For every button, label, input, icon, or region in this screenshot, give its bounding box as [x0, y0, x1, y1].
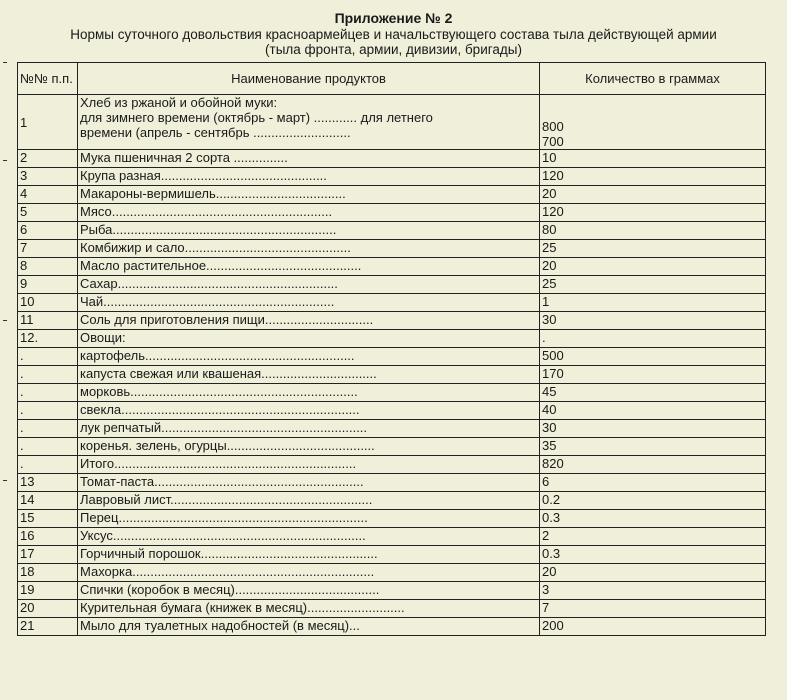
row-number: 2 — [18, 150, 78, 168]
product-name-line: времени (апрель - сентябрь ........................... — [80, 125, 351, 140]
table-row — [18, 348, 766, 366]
row-quantity: 1 — [540, 294, 766, 312]
row-number: . — [18, 348, 78, 366]
table-row — [18, 402, 766, 420]
row-product-name: коренья. зелень, огурцы......................................... — [78, 438, 540, 456]
row-product-name: Спички (коробок в месяц)........................................ — [78, 582, 540, 600]
table-row — [18, 168, 766, 186]
norms-subtitle-note: (тыла фронта, армии, дивизии, бригады) — [265, 42, 522, 57]
row-quantity: 80 — [540, 222, 766, 240]
product-name-line: Хлеб из ржаной и обойной муки: — [80, 95, 278, 110]
row-quantity: 120 — [540, 168, 766, 186]
row-product-name: Итого................................................................... — [78, 456, 540, 474]
row-number: 4 — [18, 186, 78, 204]
row-number: 11 — [18, 312, 78, 330]
margin-mark — [3, 480, 7, 481]
row-quantity: 120 — [540, 204, 766, 222]
row-product-name: Лавровый лист........................................................ — [78, 492, 540, 510]
norms-subtitle: Нормы суточного довольствия красноармейцев и начальствующего состава тыла действующей армии — [70, 27, 717, 42]
row-number: 3 — [18, 168, 78, 186]
row-number: 13 — [18, 474, 78, 492]
row-quantity: 0.2 — [540, 492, 766, 510]
table-header-row — [18, 63, 766, 95]
rations-table — [17, 62, 766, 636]
row-quantity — [540, 95, 766, 150]
product-name-line: для зимнего времени (октябрь - март) ............ для летнего — [80, 110, 433, 125]
margin-mark — [3, 62, 7, 63]
row-product-name: Томат-паста.......................................................... — [78, 474, 540, 492]
table-row — [18, 456, 766, 474]
row-product-name: Мыло для туалетных надобностей (в месяц)... — [78, 618, 540, 636]
table-row — [18, 510, 766, 528]
quantity-line: 800 — [542, 119, 564, 134]
row-product-name: Уксус...................................................................... — [78, 528, 540, 546]
row-quantity: 170 — [540, 366, 766, 384]
row-product-name: свекла.................................................................. — [78, 402, 540, 420]
row-product-name: картофель.......................................................... — [78, 348, 540, 366]
appendix-title: Приложение № 2 — [334, 10, 453, 26]
table-row — [18, 150, 766, 168]
table-row — [18, 420, 766, 438]
row-product-name: Комбижир и сало.............................................. — [78, 240, 540, 258]
table-row — [18, 222, 766, 240]
table-row — [18, 366, 766, 384]
row-product-name: Мука пшеничная 2 сорта ............... — [78, 150, 540, 168]
table-row — [18, 95, 766, 150]
row-number: 17 — [18, 546, 78, 564]
table-row — [18, 276, 766, 294]
table-row — [18, 492, 766, 510]
row-quantity: 0.3 — [540, 510, 766, 528]
row-quantity: 20 — [540, 186, 766, 204]
row-product-name: Овощи: — [78, 330, 540, 348]
row-product-name: Рыба.............................................................. — [78, 222, 540, 240]
row-number: 21 — [18, 618, 78, 636]
row-number: 18 — [18, 564, 78, 582]
table-row — [18, 564, 766, 582]
row-product-name: лук репчатый......................................................... — [78, 420, 540, 438]
row-quantity: 30 — [540, 420, 766, 438]
row-number: . — [18, 366, 78, 384]
table-row — [18, 546, 766, 564]
row-quantity: 25 — [540, 240, 766, 258]
row-number: . — [18, 438, 78, 456]
row-quantity: 45 — [540, 384, 766, 402]
row-product-name: Сахар............................................................. — [78, 276, 540, 294]
row-number: 14 — [18, 492, 78, 510]
row-product-name: морковь............................................................... — [78, 384, 540, 402]
row-product-name: Крупа разная.............................................. — [78, 168, 540, 186]
table-row — [18, 312, 766, 330]
table-row — [18, 528, 766, 546]
row-number: 1 — [18, 95, 78, 150]
row-number: 16 — [18, 528, 78, 546]
row-number: . — [18, 420, 78, 438]
table-row — [18, 294, 766, 312]
table-row — [18, 600, 766, 618]
row-quantity: 6 — [540, 474, 766, 492]
table-row — [18, 582, 766, 600]
row-number: . — [18, 402, 78, 420]
row-product-name: Махорка................................................................... — [78, 564, 540, 582]
column-header-number: №№ п.п. — [18, 63, 78, 95]
row-number: 10 — [18, 294, 78, 312]
row-product-name: Чай................................................................ — [78, 294, 540, 312]
row-number: 6 — [18, 222, 78, 240]
row-quantity: . — [540, 330, 766, 348]
table-row — [18, 258, 766, 276]
row-number: 20 — [18, 600, 78, 618]
row-number: 15 — [18, 510, 78, 528]
row-quantity: 10 — [540, 150, 766, 168]
row-quantity: 20 — [540, 564, 766, 582]
row-number: 12. — [18, 330, 78, 348]
row-quantity: 35 — [540, 438, 766, 456]
quantity-line: 700 — [542, 134, 564, 149]
document-header — [0, 10, 787, 57]
table-row — [18, 384, 766, 402]
row-product-name: Курительная бумага (книжек в месяц)........................... — [78, 600, 540, 618]
column-header-product: Наименование продуктов — [78, 63, 540, 95]
row-quantity: 7 — [540, 600, 766, 618]
row-number: 7 — [18, 240, 78, 258]
row-number: . — [18, 384, 78, 402]
row-product-name: Макароны-вермишель.................................... — [78, 186, 540, 204]
table-row — [18, 330, 766, 348]
row-product-name: Мясо............................................................. — [78, 204, 540, 222]
table-row — [18, 240, 766, 258]
row-quantity: 0.3 — [540, 546, 766, 564]
row-quantity: 820 — [540, 456, 766, 474]
row-quantity: 2 — [540, 528, 766, 546]
margin-mark — [3, 320, 7, 321]
row-quantity: 3 — [540, 582, 766, 600]
table-row — [18, 204, 766, 222]
row-product-name: Масло растительное........................................... — [78, 258, 540, 276]
row-quantity: 25 — [540, 276, 766, 294]
table-row — [18, 618, 766, 636]
row-number: 19 — [18, 582, 78, 600]
row-quantity: 200 — [540, 618, 766, 636]
table-row — [18, 438, 766, 456]
row-number: . — [18, 456, 78, 474]
row-quantity: 500 — [540, 348, 766, 366]
row-number: 9 — [18, 276, 78, 294]
row-product-name: Перец..................................................................... — [78, 510, 540, 528]
row-quantity: 30 — [540, 312, 766, 330]
row-product-name: Соль для приготовления пищи.............................. — [78, 312, 540, 330]
row-quantity: 20 — [540, 258, 766, 276]
margin-mark — [3, 160, 7, 161]
row-number: 8 — [18, 258, 78, 276]
table-row — [18, 474, 766, 492]
table-row — [18, 186, 766, 204]
column-header-quantity: Количество в граммах — [540, 63, 766, 95]
row-product-name — [78, 95, 540, 150]
row-quantity: 40 — [540, 402, 766, 420]
row-number: 5 — [18, 204, 78, 222]
row-product-name: капуста свежая или квашеная................................ — [78, 366, 540, 384]
row-product-name: Горчичный порошок................................................. — [78, 546, 540, 564]
